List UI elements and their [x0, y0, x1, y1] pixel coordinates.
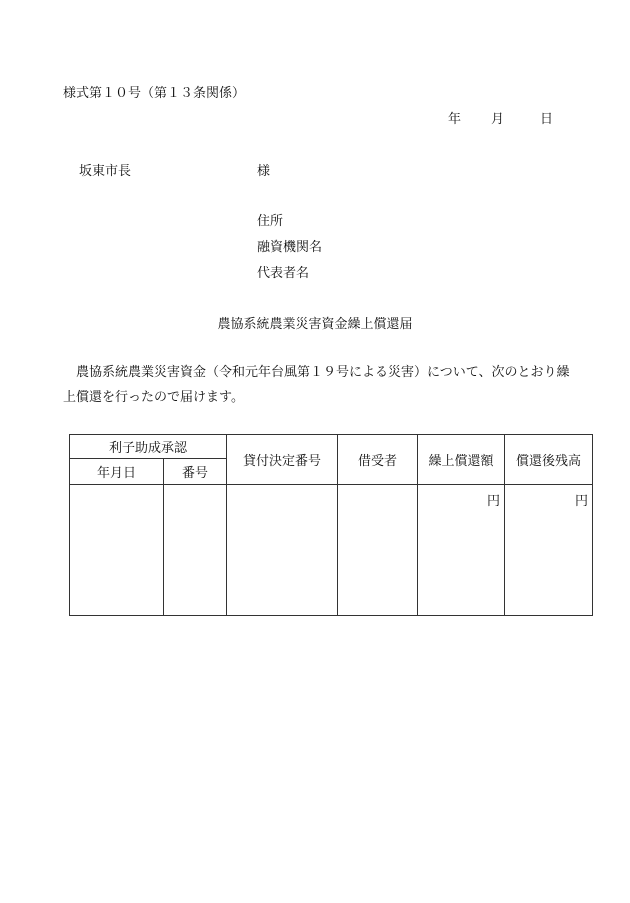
loan-decision-number-cell [227, 485, 338, 616]
approval-date-cell [70, 485, 164, 616]
address-label: 住所 [257, 214, 284, 229]
representative-name-label: 代表者名 [257, 266, 310, 281]
yen-unit: 円 [575, 494, 589, 509]
approval-number-cell [164, 485, 227, 616]
loan-decision-number-header: 貸付決定番号 [227, 435, 338, 485]
borrower-cell [338, 485, 418, 616]
form-number: 様式第１０号（第１３条関係） [63, 86, 246, 101]
prepayment-amount-header: 繰上償還額 [418, 435, 505, 485]
honorific: 様 [257, 164, 271, 179]
yen-unit: 円 [487, 494, 501, 509]
date-day-label: 日 [540, 112, 554, 127]
date-year-label: 年 [448, 112, 462, 127]
institution-name-label: 融資機関名 [257, 240, 323, 255]
approval-number-header: 番号 [164, 459, 227, 485]
prepayment-table [69, 434, 593, 616]
date-line [448, 108, 553, 127]
remaining-balance-header: 償還後残高 [505, 435, 593, 485]
remaining-balance-cell [505, 485, 593, 616]
prepayment-amount-cell [418, 485, 505, 616]
date-month-label: 月 [491, 112, 505, 127]
borrower-header: 借受者 [338, 435, 418, 485]
document-title: 農協系統農業災害資金繰上償還届 [217, 317, 413, 332]
addressee: 坂東市長 [79, 164, 132, 179]
subsidy-approval-header: 利子助成承認 [70, 435, 227, 459]
approval-date-header: 年月日 [70, 459, 164, 485]
body-paragraph: 農協系統農業災害資金（令和元年台風第１９号による災害）について、次のとおり繰上償還を行ったので届けます。 [63, 365, 570, 405]
